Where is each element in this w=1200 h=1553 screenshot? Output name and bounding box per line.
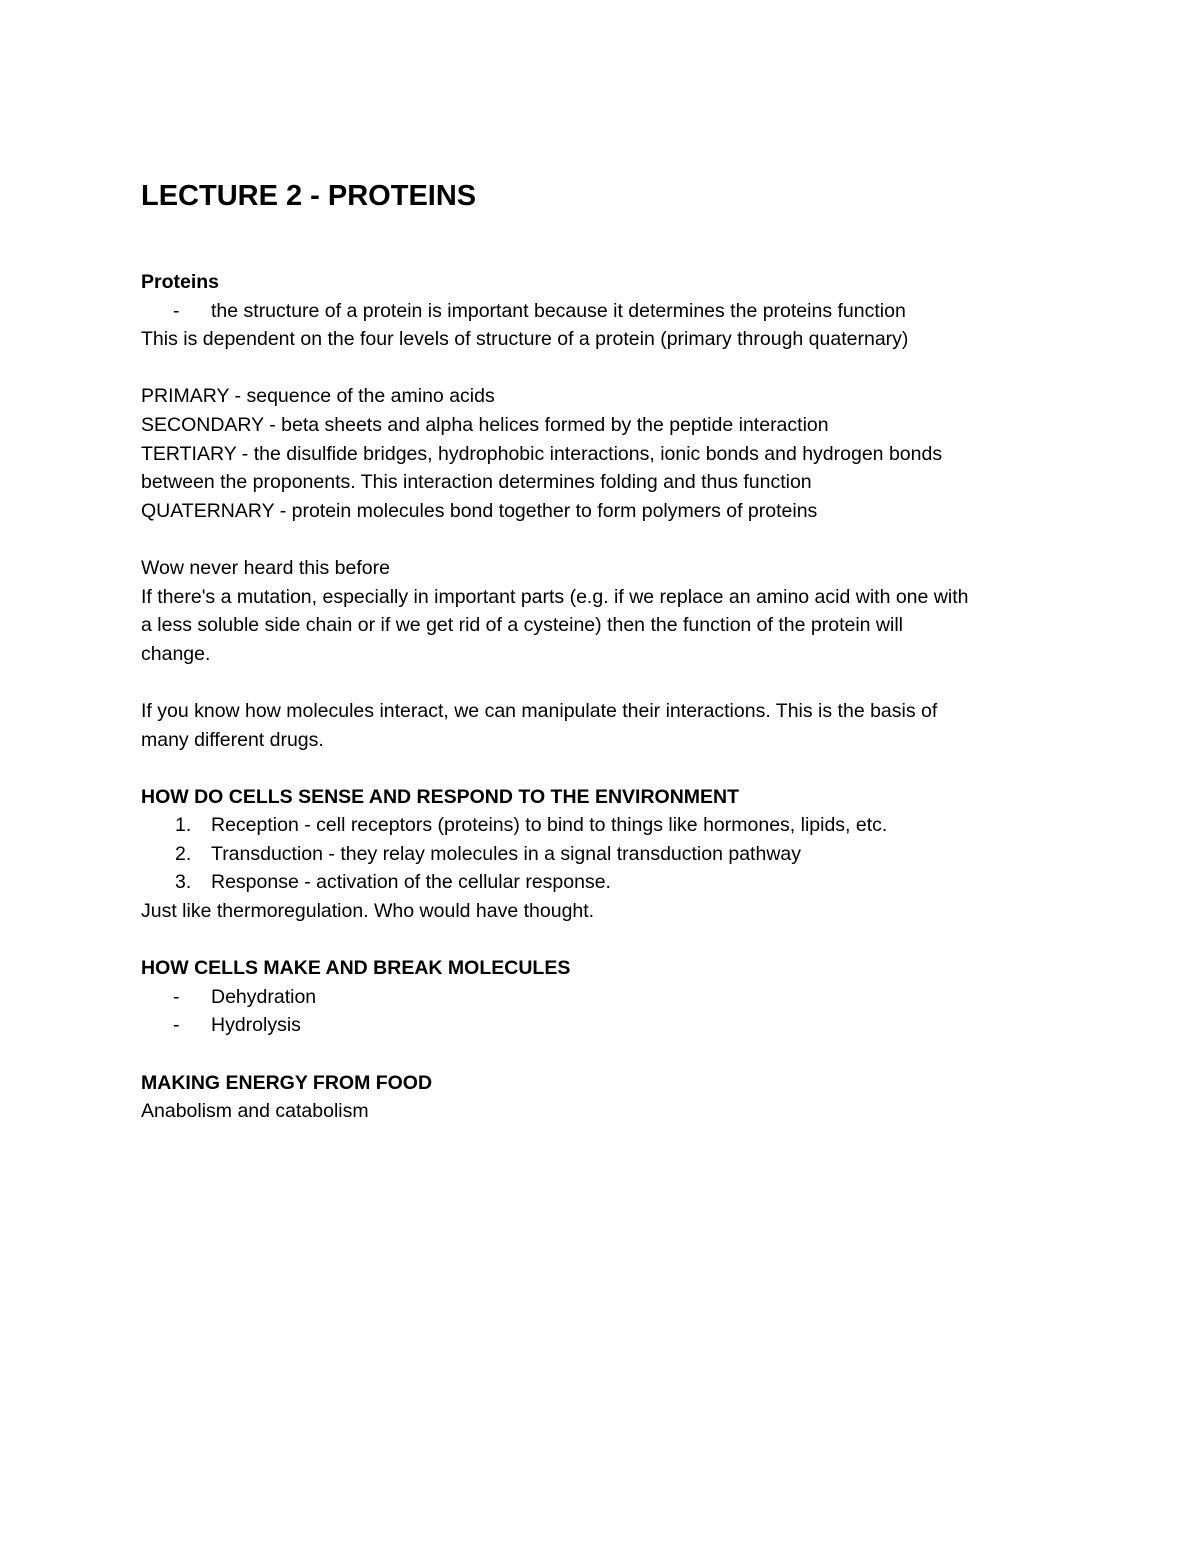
paragraph-line: Anabolism and catabolism: [141, 1100, 369, 1123]
paragraph-line: Wow never heard this before: [141, 556, 390, 579]
bullet-marker: -: [173, 1014, 180, 1037]
section-heading-make-break: HOW CELLS MAKE AND BREAK MOLECULES: [141, 957, 571, 980]
list-item-text: the structure of a protein is important because it determines the proteins function: [211, 299, 906, 322]
page-title: LECTURE 2 - PROTEINS: [141, 180, 477, 212]
primary-structure-line: PRIMARY - sequence of the amino acids: [141, 385, 495, 408]
list-item-text: Reception - cell receptors (proteins) to bind to things like hormones, lipids, etc.: [211, 814, 888, 837]
paragraph-line: a less soluble side chain or if we get rid of a cysteine) then the function of the protein will: [141, 614, 904, 637]
list-item: [141, 840, 1081, 869]
paragraph-line: This is dependent on the four levels of structure of a protein (primary through quaternary): [141, 328, 909, 351]
list-item-text: Transduction - they relay molecules in a signal transduction pathway: [211, 842, 801, 865]
paragraph-line: Just like thermoregulation. Who would have thought.: [141, 900, 595, 923]
tertiary-structure-line: TERTIARY - the disulfide bridges, hydrophobic interactions, ionic bonds and hydrogen bonds: [141, 442, 943, 465]
list-item: [141, 868, 1081, 897]
document-body: [141, 176, 1081, 1126]
secondary-structure-line: SECONDARY - beta sheets and alpha helices formed by the peptide interaction: [141, 413, 829, 436]
list-number: 3.: [175, 871, 192, 894]
list-item-text: Response - activation of the cellular response.: [211, 871, 611, 894]
tertiary-structure-line-cont: between the proponents. This interaction determines folding and thus function: [141, 471, 812, 494]
bullet-marker: -: [173, 985, 180, 1008]
paragraph-line: many different drugs.: [141, 728, 324, 751]
section-proteins: [141, 268, 1081, 1126]
list-item: [141, 983, 1081, 1012]
list-item: [141, 811, 1081, 840]
section-heading-cells-sense: HOW DO CELLS SENSE AND RESPOND TO THE ENVIRONMENT: [141, 785, 740, 808]
section-heading-energy: MAKING ENERGY FROM FOOD: [141, 1071, 433, 1094]
list-item: [141, 1011, 1081, 1040]
paragraph-line: change.: [141, 642, 211, 665]
paragraph-line: If there's a mutation, especially in important parts (e.g. if we replace an amino acid with one with: [141, 585, 969, 608]
bullet-marker: -: [173, 299, 180, 322]
list-item: [141, 297, 1081, 326]
list-item-text: Hydrolysis: [211, 1014, 301, 1037]
paragraph-line: If you know how molecules interact, we can manipulate their interactions. This is the basis of: [141, 699, 938, 722]
list-number: 2.: [175, 842, 192, 865]
section-heading-proteins: Proteins: [141, 271, 220, 293]
list-number: 1.: [175, 814, 192, 837]
list-item-text: Dehydration: [211, 985, 317, 1008]
quaternary-structure-line: QUATERNARY - protein molecules bond together to form polymers of proteins: [141, 499, 818, 522]
